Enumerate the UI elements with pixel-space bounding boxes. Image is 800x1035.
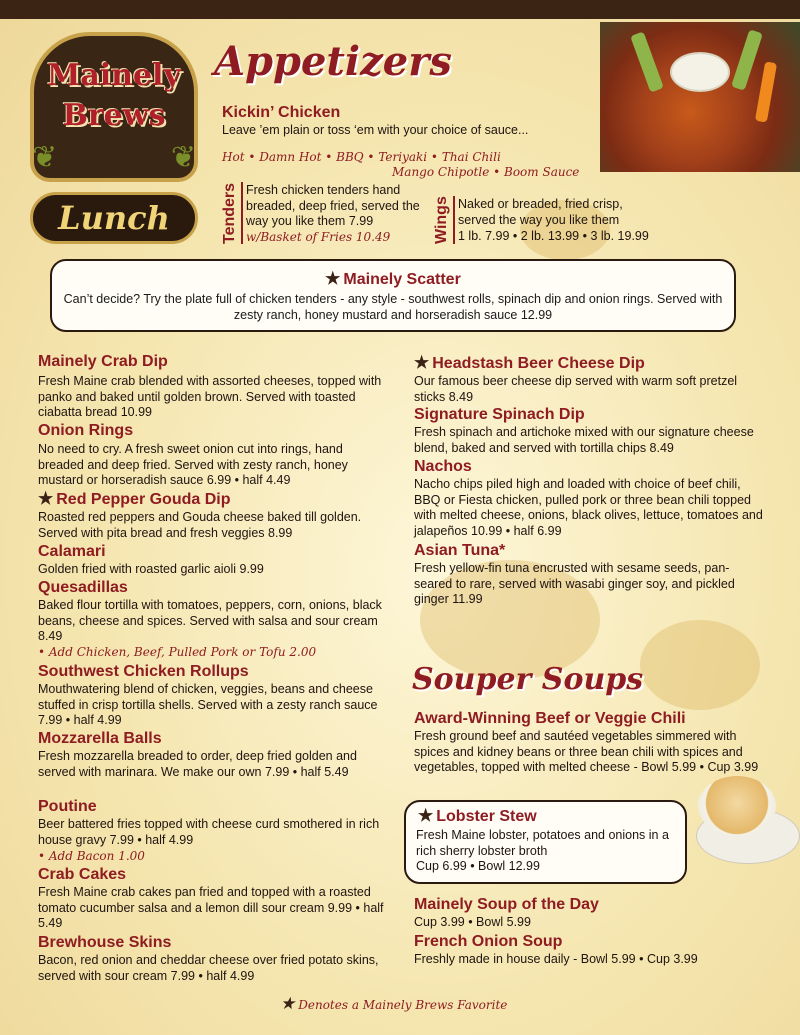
star-icon: ★	[418, 806, 434, 825]
gouda-dip-title-text: Red Pepper Gouda Dip	[56, 491, 231, 508]
nachos-title: Nachos	[414, 458, 472, 475]
rollups-title: Southwest Chicken Rollups	[38, 663, 249, 680]
rollups-desc: Mouthwatering blend of chicken, veggies, beans and cheese stuffed in crisp tortilla shells. Served with a zesty ranch sauce 7.99 • half 4.99	[38, 682, 378, 727]
calamari-title: Calamari	[38, 543, 106, 560]
celery-stick	[731, 29, 763, 90]
ranch-dip	[670, 52, 730, 92]
star-icon: ★	[38, 489, 54, 508]
asian-tuna-desc: Fresh yellow-fin tuna encrusted with sesame seeds, pan-seared to rare, served with wasabi ginger soy, and pickled ginger 11.99	[414, 561, 735, 606]
nachos-desc: Nacho chips piled high and loaded with choice of beef chili, BBQ or Fiesta chicken, pulled pork or three bean chili topped with melted cheese, onions, black olives, lettuce, tomatoes and jalapeños 10.99 • half 6.99	[414, 477, 763, 538]
mainely-scatter-box	[50, 259, 736, 332]
onion-rings-desc: No need to cry. A fresh sweet onion cut into rings, hand breaded and deep fried. Served with zesty ranch, honey mustard or horseradish sauce 6.99 • half 4.49	[38, 442, 348, 487]
sauce-list-1: Hot • Damn Hot • BBQ • Teriyaki • Thai Chili	[222, 150, 501, 164]
sauce-list-2: Mango Chipotle • Boom Sauce	[392, 165, 580, 179]
spinach-dip-desc: Fresh spinach and artichoke mixed with our signature cheese blend, baked and served with tortilla chips 8.49	[414, 425, 754, 455]
crab-cakes-desc: Fresh Maine crab cakes pan fried and topped with a roasted tomato cucumber salsa and a lemon dill sour cream 9.99 • half 5.49	[38, 885, 384, 930]
lobster-stew-title	[418, 806, 537, 826]
lobster-stew-photo	[688, 768, 800, 880]
kickin-chicken-desc: Leave ’em plain or toss ‘em with your choice of sauce...	[222, 123, 529, 137]
lobster-stew-prices: Cup 6.99 • Bowl 12.99	[416, 859, 540, 873]
crab-dip-desc: Fresh Maine crab blended with assorted cheeses, topped with panko and baked until golden brown. Served with toasted ciabatta bread 10.99	[38, 374, 382, 419]
logo-line2: Brews	[62, 98, 166, 133]
lobster-stew-desc: Fresh Maine lobster, potatoes and onions in a rich sherry lobster broth	[416, 828, 669, 858]
poutine-desc: Beer battered fries topped with cheese curd smothered in rich house gravy 7.99 • half 4.99	[38, 817, 380, 847]
appetizers-heading: Appetizers	[214, 38, 452, 85]
background-splatter	[640, 620, 760, 710]
onion-rings-title: Onion Rings	[38, 422, 134, 439]
crab-dip-title: Mainely Crab Dip	[38, 353, 168, 370]
mainely-scatter-title	[52, 269, 734, 289]
quesadillas-title: Quesadillas	[38, 579, 128, 596]
wings-divider	[453, 196, 455, 244]
soup-of-day-title: Mainely Soup of the Day	[414, 896, 599, 913]
mainely-brews-logo	[22, 32, 206, 248]
spinach-dip-title: Signature Spinach Dip	[414, 406, 585, 423]
calamari-desc: Golden fried with roasted garlic aioli 9.99	[38, 562, 264, 576]
star-icon: ★	[325, 269, 341, 288]
kickin-chicken-title: Kickin’ Chicken	[222, 104, 341, 121]
mozzarella-desc: Fresh mozzarella breaded to order, deep fried golden and served with marinara. We make our own 7.99 • half 5.49	[38, 749, 357, 779]
souper-soups-heading: Souper Soups	[412, 662, 644, 697]
hops-icon: ❦	[32, 141, 58, 174]
mainely-scatter-desc: Can’t decide? Try the plate full of chicken tenders - any style - southwest rolls, spinach dip and onion rings. Served with zesty ranch, honey mustard and horseradish sauce 12.99	[63, 292, 723, 322]
lobster-stew-title-text: Lobster Stew	[436, 808, 537, 825]
brewhouse-skins-title: Brewhouse Skins	[38, 934, 172, 951]
french-onion-title: French Onion Soup	[414, 933, 563, 950]
gouda-dip-desc: Roasted red peppers and Gouda cheese baked till golden. Served with pita bread and fresh veggies 8.99	[38, 510, 362, 540]
brewhouse-skins-desc: Bacon, red onion and cheddar cheese over fried potato skins, served with sour cream 7.99 • half 4.99	[38, 953, 379, 983]
favorite-legend	[280, 994, 507, 1014]
wings-desc: Naked or breaded, fried crisp, served the way you like them	[458, 197, 623, 227]
tenders-divider	[241, 182, 243, 244]
chili-title: Award-Winning Beef or Veggie Chili	[414, 710, 686, 727]
logo-line1: Mainely	[47, 58, 181, 93]
logo-banner-lunch: Lunch	[30, 192, 198, 244]
soup-bowl	[698, 776, 776, 836]
wings-label: Wings	[433, 196, 450, 244]
poutine-addon: • Add Bacon 1.00	[38, 849, 145, 863]
quesadillas-desc: Baked flour tortilla with tomatoes, peppers, corn, onions, black beans, cheese and spices. Served with salsa and sour cream 8.49	[38, 598, 382, 643]
chicken-wings-photo	[600, 22, 800, 172]
favorite-legend-text: Denotes a Mainely Brews Favorite	[298, 998, 508, 1012]
tenders-label: Tenders	[221, 182, 238, 244]
quesadillas-addon: • Add Chicken, Beef, Pulled Pork or Tofu 2.00	[38, 645, 317, 659]
french-onion-desc: Freshly made in house daily - Bowl 5.99 • Cup 3.99	[414, 952, 698, 966]
carrot-stick	[755, 61, 777, 122]
poutine-title: Poutine	[38, 798, 97, 815]
wings-prices: 1 lb. 7.99 • 2 lb. 13.99 • 3 lb. 19.99	[458, 229, 649, 243]
lobster-stew-box	[404, 800, 687, 884]
tenders-addon: w/Basket of Fries 10.49	[246, 230, 391, 244]
mainely-scatter-title-text: Mainely Scatter	[343, 271, 461, 288]
headstash-desc: Our famous beer cheese dip served with warm soft pretzel sticks 8.49	[414, 374, 738, 404]
asian-tuna-title: Asian Tuna*	[414, 542, 506, 559]
tenders-desc: Fresh chicken tenders hand breaded, deep fried, served the way you like them 7.99	[246, 183, 420, 228]
celery-stick	[630, 31, 664, 92]
hops-icon: ❦	[170, 141, 196, 174]
star-icon: ★	[414, 353, 430, 372]
headstash-title-text: Headstash Beer Cheese Dip	[432, 355, 645, 372]
mozzarella-title: Mozzarella Balls	[38, 730, 162, 747]
soup-of-day-desc: Cup 3.99 • Bowl 5.99	[414, 915, 531, 929]
gouda-dip-title	[38, 489, 231, 509]
top-bar	[0, 0, 800, 19]
chili-desc: Fresh ground beef and sautéed vegetables simmered with spices and kidney beans or three bean chili with spices and vegetables, topped with melted cheese - Bowl 5.99 • Cup 3.99	[414, 729, 759, 774]
star-icon: ★	[280, 994, 296, 1014]
crab-cakes-title: Crab Cakes	[38, 866, 127, 883]
headstash-title	[414, 353, 645, 373]
